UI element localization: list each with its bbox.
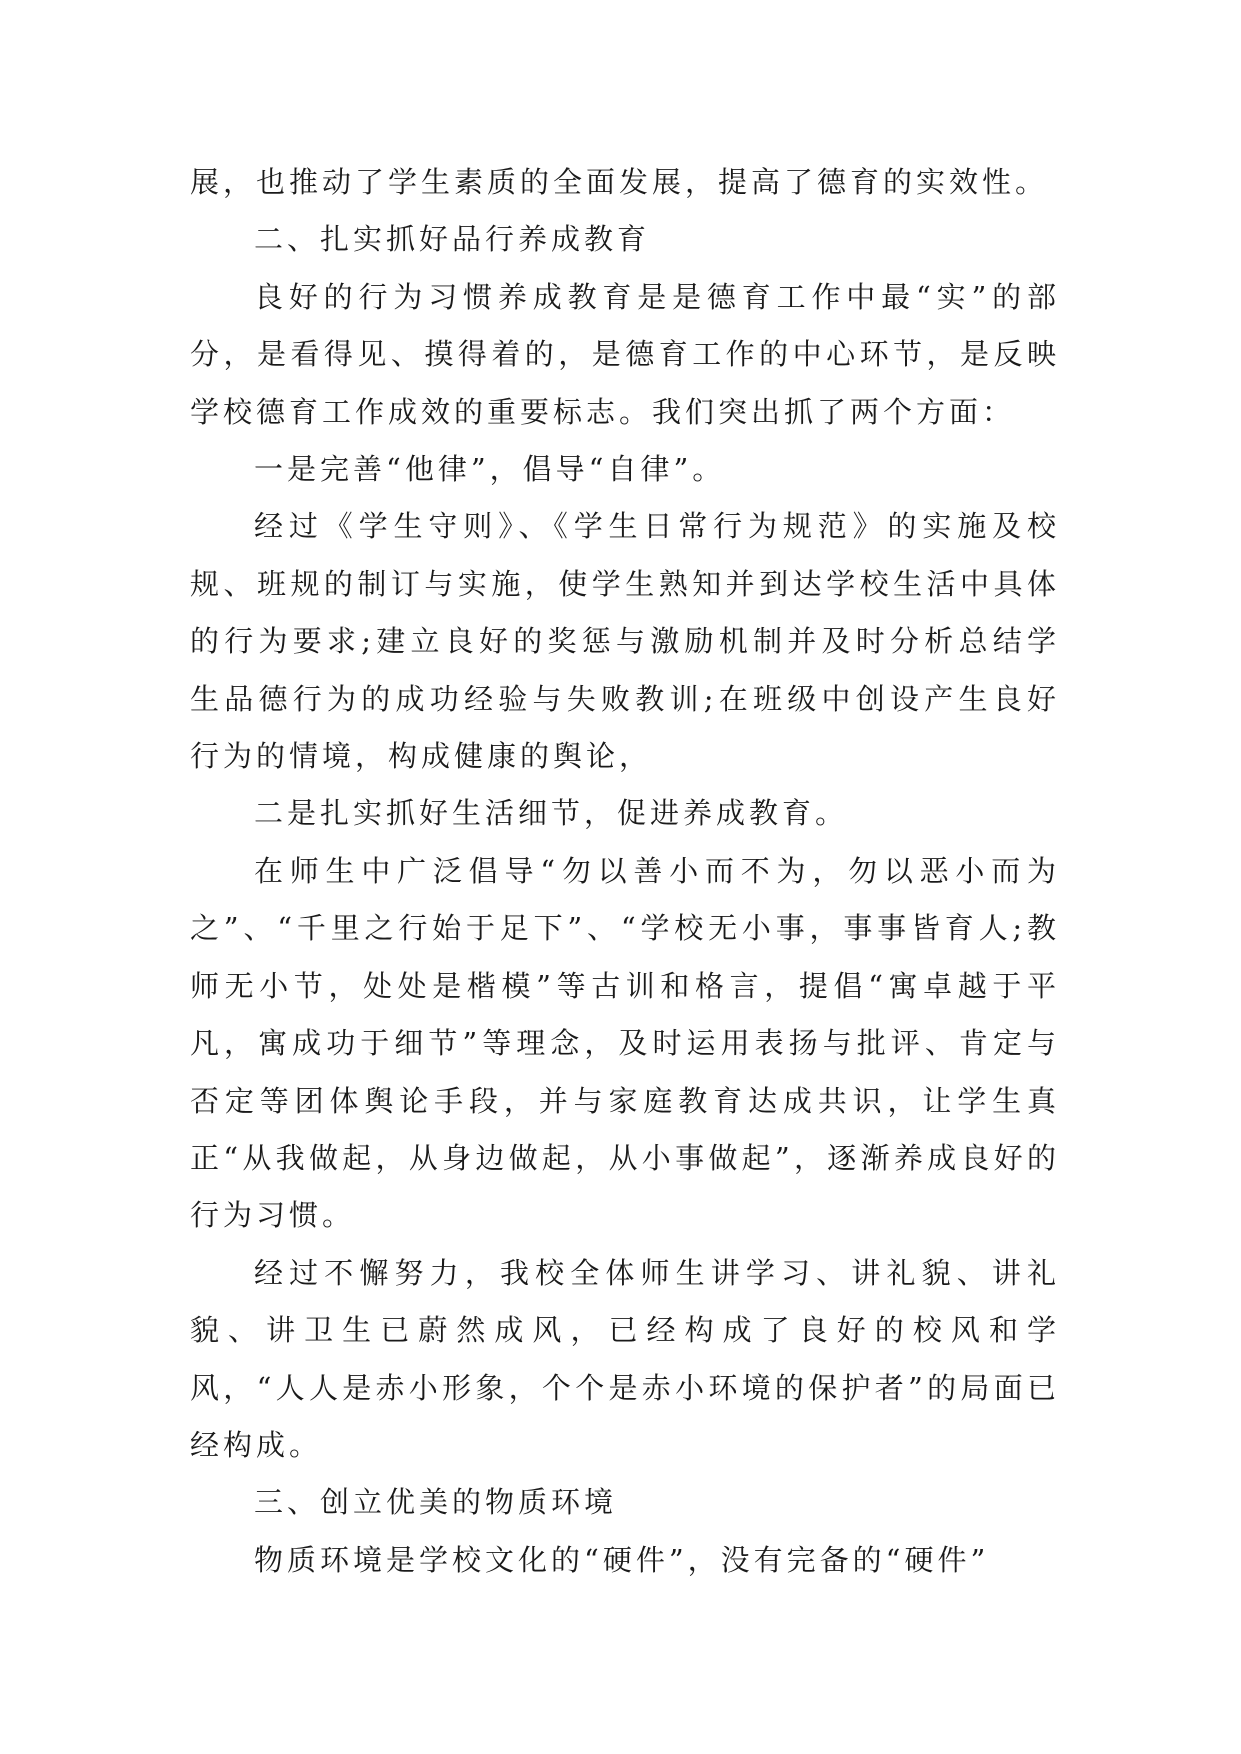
paragraph-rules: 经过《学生守则》、《学生日常行为规范》的实施及校规、班规的制订与实施，使学生熟知并到达学校生活中具体的行为要求;建立良好的奖惩与激励机制并及时分析总结学生品德行为的成功经验与失败教训;在班级中创设产生良好行为的情境，构成健康的舆论， bbox=[190, 509, 1060, 774]
body-text bbox=[190, 154, 1060, 1589]
paragraph-environment: 物质环境是学校文化的“硬件”，没有完备的“硬件” bbox=[254, 1542, 990, 1577]
paragraph-point-two: 二是扎实抓好生活细节，促进养成教育。 bbox=[254, 796, 849, 831]
paragraph-mottos: 在师生中广泛倡导“勿以善小而不为，勿以恶小而为之”、“千里之行始于足下”、“学校无小事，事事皆育人;教师无小节，处处是楷模”等古训和格言，提倡“寓卓越于平凡，寓成功于细节”等理念，及时运用表扬与批评、肯定与否定等团体舆论手段，并与家庭教育达成共识，让学生真正“从我做起，从身边做起，从小事做起”，逐渐养成良好的行为习惯。 bbox=[190, 853, 1060, 1233]
section-heading-2: 二、扎实抓好品行养成教育 bbox=[254, 222, 651, 257]
paragraph-continuation: 展，也推动了学生素质的全面发展，提高了德育的实效性。 bbox=[190, 165, 1049, 199]
paragraph-habit-education: 良好的行为习惯养成教育是是德育工作中最“实”的部分，是看得见、摸得着的，是德育工作的中心环节，是反映学校德育工作成效的重要标志。我们突出抓了两个方面： bbox=[190, 279, 1060, 429]
section-heading-3: 三、创立优美的物质环境 bbox=[254, 1485, 618, 1520]
paragraph-point-one: 一是完善“他律”，倡导“自律”。 bbox=[254, 452, 726, 487]
paragraph-results: 经过不懈努力，我校全体师生讲学习、讲礼貌、讲礼貌、讲卫生已蔚然成风，已经构成了良好的校风和学风，“人人是赤小形象，个个是赤小环境的保护者”的局面已经构成。 bbox=[190, 1255, 1060, 1462]
